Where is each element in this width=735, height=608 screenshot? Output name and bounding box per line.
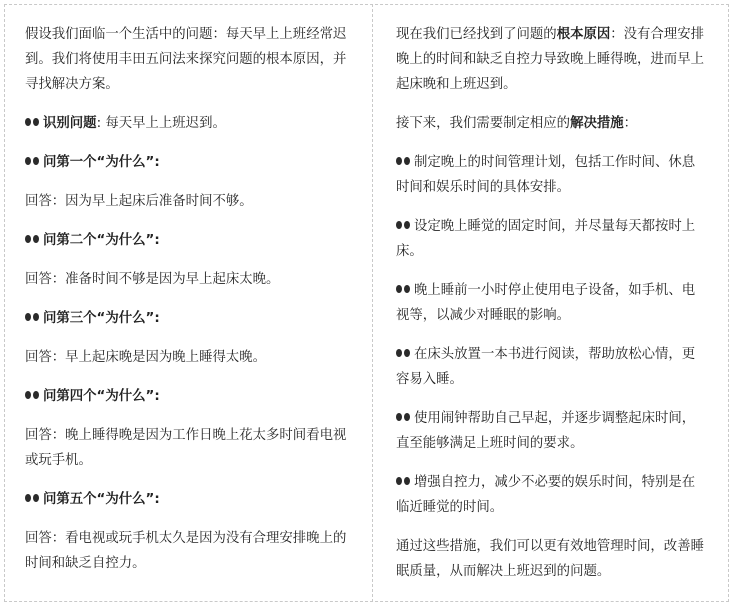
identify-label: 识别问题: [43, 116, 97, 131]
question-1: 问第一个“为什么”:: [25, 150, 355, 175]
answer-4: 回答：晚上睡得晚是因为工作日晚上花太多时间看电视或玩手机。: [25, 428, 347, 468]
question-3: 问第三个“为什么”:: [25, 306, 355, 331]
identify-text: 每天早上上班迟到。: [105, 116, 226, 131]
eyes-icon: [396, 285, 411, 293]
measure-3: 晚上睡前一小时停止使用电子设备，如手机、电视等，以减少对睡眠的影响。: [396, 283, 696, 323]
measure-2: 设定晚上睡觉的固定时间，并尽量每天都按时上床。: [396, 219, 696, 259]
answer-3: 回答：早上起床晚是因为晚上睡得太晚。: [25, 350, 267, 365]
identify-problem: 识别问题: 每天早上上班迟到。: [25, 111, 355, 136]
eyes-icon: [396, 413, 411, 421]
measure-1: 制定晚上的时间管理计划，包括工作时间、休息时间和娱乐时间的具体安排。: [396, 155, 696, 195]
right-column: [396, 22, 708, 598]
next-steps-paragraph: 接下来，我们需要制定相应的解决措施：: [396, 116, 638, 131]
left-column: [25, 22, 355, 590]
question-2: 问第二个“为什么”:: [25, 228, 355, 253]
root-cause-paragraph: 现在我们已经找到了问题的根本原因：没有合理安排晚上的时间和缺乏自控力导致晚上睡得晚，进而早上起床晚和上班迟到。: [396, 27, 704, 92]
answer-1: 回答：因为早上起床后准备时间不够。: [25, 194, 253, 209]
eyes-icon: [25, 118, 40, 126]
eyes-icon: [25, 391, 40, 399]
question-4: 问第四个“为什么”:: [25, 384, 355, 409]
eyes-icon: [396, 157, 411, 165]
eyes-icon: [396, 477, 411, 485]
measure-5: 使用闹钟帮助自己早起，并逐步调整起床时间，直至能够满足上班时间的要求。: [396, 411, 696, 451]
column-divider: [372, 4, 373, 602]
eyes-icon: [396, 349, 411, 357]
answer-2: 回答：准备时间不够是因为早上起床太晚。: [25, 272, 280, 287]
conclusion-paragraph: 通过这些措施，我们可以更有效地管理时间，改善睡眠质量，从而解决上班迟到的问题。: [396, 539, 704, 579]
question-5: 问第五个“为什么”:: [25, 487, 355, 512]
eyes-icon: [25, 235, 40, 243]
intro-paragraph: 假设我们面临一个生活中的问题：每天早上上班经常迟到。我们将使用丰田五问法来探究问题的根本原因，并寻找解决方案。: [25, 27, 347, 92]
eyes-icon: [25, 313, 40, 321]
measure-6: 增强自控力，减少不必要的娱乐时间，特别是在临近睡觉的时间。: [396, 475, 696, 515]
eyes-icon: [396, 221, 411, 229]
measure-4: 在床头放置一本书进行阅读，帮助放松心情，更容易入睡。: [396, 347, 696, 387]
eyes-icon: [25, 157, 40, 165]
eyes-icon: [25, 494, 40, 502]
answer-5: 回答：看电视或玩手机太久是因为没有合理安排晚上的时间和缺乏自控力。: [25, 531, 347, 571]
